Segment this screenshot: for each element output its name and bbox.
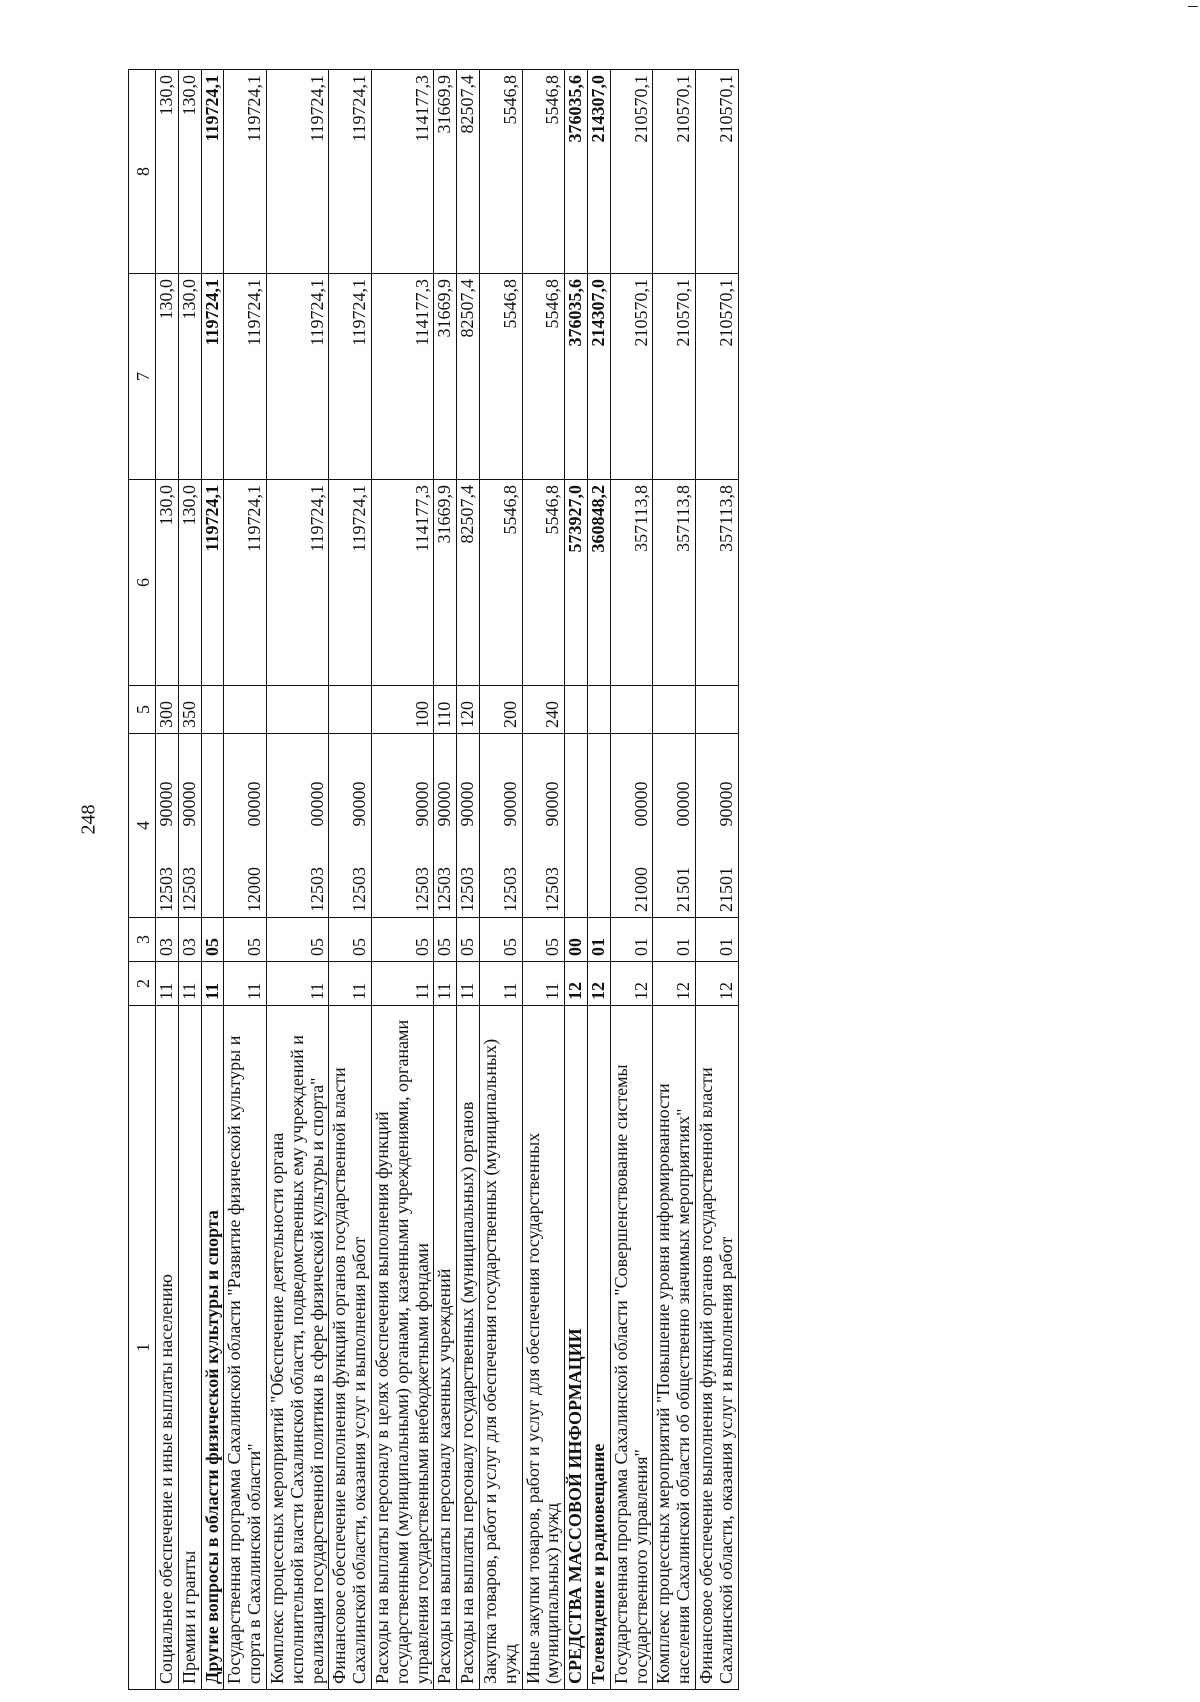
row-section-code: 11	[156, 962, 179, 1006]
row-name-cell: Телевидение и радиовещание	[587, 1006, 610, 1690]
row-expense-type-code	[201, 686, 224, 734]
row-subsection-code: 05	[371, 918, 433, 962]
row-expense-type-code	[653, 686, 696, 734]
table-body	[156, 70, 739, 1690]
row-program-code-part2: 90000	[522, 734, 565, 832]
row-amount-col7: 210570,1	[653, 274, 696, 480]
row-amount-col8: 210570,1	[653, 70, 696, 274]
scan-mark	[1188, 6, 1198, 7]
row-amount-col7: 31669,9	[434, 274, 457, 480]
row-name-cell: Расходы на выплаты персоналу в целях обеспечения выполнения функций государственными (муниципальными) органами, казенными учреждениями, органами управления государственными внебюджетными фондами	[371, 1006, 433, 1690]
row-program-code-part1: 21000	[610, 832, 653, 918]
row-subsection-code: 03	[156, 918, 179, 962]
row-section-code: 11	[457, 962, 480, 1006]
row-program-code-part1: 12503	[371, 832, 433, 918]
row-name-cell: Финансовое обеспечение выполнения функций органов государственной власти Сахалинской области, оказания услуг и выполнения работ	[329, 1006, 372, 1690]
row-program-code-part2: 90000	[156, 734, 179, 832]
table-row	[329, 70, 372, 1690]
row-section-code: 11	[371, 962, 433, 1006]
row-amount-col7: 119724,1	[201, 274, 224, 480]
row-section-code: 11	[522, 962, 565, 1006]
table-row	[224, 70, 267, 1690]
header-col-1: 1	[129, 1006, 156, 1690]
row-amount-col6: 357113,8	[610, 480, 653, 686]
row-section-code: 11	[479, 962, 522, 1006]
row-subsection-code: 05	[457, 918, 480, 962]
row-amount-col6: 119724,1	[329, 480, 372, 686]
row-name-cell: Государственная программа Сахалинской области "Совершенствование системы государственного управления"	[610, 1006, 653, 1690]
row-subsection-code: 03	[178, 918, 201, 962]
row-name-cell: Иные закупки товаров, работ и услуг для обеспечения государственных (муниципальных) нужд	[522, 1006, 565, 1690]
header-row	[129, 70, 156, 1690]
row-amount-col7: 210570,1	[610, 274, 653, 480]
row-amount-col7: 82507,4	[457, 274, 480, 480]
row-expense-type-code: 120	[457, 686, 480, 734]
row-section-code: 12	[695, 962, 738, 1006]
row-program-code-part1: 12503	[479, 832, 522, 918]
row-amount-col8: 214307,0	[587, 70, 610, 274]
table-row	[587, 70, 610, 1690]
row-subsection-code: 05	[434, 918, 457, 962]
row-program-code-part1: 12503	[266, 832, 328, 918]
header-col-4: 4	[129, 734, 156, 918]
row-amount-col8: 119724,1	[201, 70, 224, 274]
row-section-code: 11	[201, 962, 224, 1006]
row-program-code-part2	[201, 734, 224, 832]
row-subsection-code: 01	[695, 918, 738, 962]
row-program-code-part1: 12000	[224, 832, 267, 918]
row-name-cell: Другие вопросы в области физической культуры и спорта	[201, 1006, 224, 1690]
row-program-code-part2: 90000	[434, 734, 457, 832]
header-col-8: 8	[129, 70, 156, 274]
row-amount-col6: 31669,9	[434, 480, 457, 686]
page-number: 248	[77, 804, 100, 835]
row-amount-col7: 119724,1	[329, 274, 372, 480]
row-program-code-part2: 00000	[653, 734, 696, 832]
row-section-code: 11	[266, 962, 328, 1006]
row-program-code-part1: 12503	[457, 832, 480, 918]
row-expense-type-code	[610, 686, 653, 734]
row-expense-type-code: 350	[178, 686, 201, 734]
row-amount-col6: 360848,2	[587, 480, 610, 686]
row-expense-type-code	[224, 686, 267, 734]
table-row	[371, 70, 433, 1690]
row-program-code-part1: 21501	[695, 832, 738, 918]
row-amount-col8: 119724,1	[266, 70, 328, 274]
row-subsection-code: 00	[565, 918, 588, 962]
row-expense-type-code: 100	[371, 686, 433, 734]
table-row	[695, 70, 738, 1690]
budget-table	[128, 69, 739, 1690]
row-program-code-part2: 00000	[610, 734, 653, 832]
row-expense-type-code	[565, 686, 588, 734]
row-amount-col8: 31669,9	[434, 70, 457, 274]
row-amount-col7: 114177,3	[371, 274, 433, 480]
row-section-code: 11	[224, 962, 267, 1006]
row-amount-col8: 5546,8	[522, 70, 565, 274]
table-row	[653, 70, 696, 1690]
row-subsection-code: 05	[266, 918, 328, 962]
row-amount-col7: 210570,1	[695, 274, 738, 480]
row-program-code-part1: 12503	[522, 832, 565, 918]
row-program-code-part2: 90000	[695, 734, 738, 832]
row-amount-col7: 214307,0	[587, 274, 610, 480]
row-amount-col6: 119724,1	[201, 480, 224, 686]
row-subsection-code: 01	[610, 918, 653, 962]
row-section-code: 12	[587, 962, 610, 1006]
row-subsection-code: 05	[479, 918, 522, 962]
row-program-code-part1: 12503	[156, 832, 179, 918]
row-amount-col6: 5546,8	[522, 480, 565, 686]
row-expense-type-code	[587, 686, 610, 734]
table-row	[434, 70, 457, 1690]
row-program-code-part1: 12503	[434, 832, 457, 918]
row-subsection-code: 05	[329, 918, 372, 962]
row-amount-col7: 5546,8	[522, 274, 565, 480]
row-program-code-part1	[201, 832, 224, 918]
table-row	[178, 70, 201, 1690]
row-section-code: 12	[610, 962, 653, 1006]
row-program-code-part1: 21501	[653, 832, 696, 918]
row-name-cell: Комплекс процессных мероприятий "Обеспечение деятельности органа исполнительной власти Сахалинской области, подведомственных ему учреждений и реализация государственной политики в сфере физической культуры и спорта"	[266, 1006, 328, 1690]
row-amount-col8: 210570,1	[695, 70, 738, 274]
row-amount-col8: 119724,1	[224, 70, 267, 274]
row-amount-col8: 210570,1	[610, 70, 653, 274]
row-expense-type-code: 200	[479, 686, 522, 734]
row-section-code: 12	[653, 962, 696, 1006]
header-col-6: 6	[129, 480, 156, 686]
row-amount-col6: 119724,1	[266, 480, 328, 686]
table-row	[565, 70, 588, 1690]
row-name-cell: Комплекс процессных мероприятий "Повышение уровня информированности населения Сахалинской области об общественно значимых мероприятиях"	[653, 1006, 696, 1690]
row-amount-col6: 130,0	[156, 480, 179, 686]
row-subsection-code: 05	[201, 918, 224, 962]
rotated-table-wrapper	[128, 70, 1128, 1690]
row-amount-col8: 82507,4	[457, 70, 480, 274]
row-name-cell: Государственная программа Сахалинской области "Развитие физической культуры и спорта в Сахалинской области"	[224, 1006, 267, 1690]
row-name-cell: Расходы на выплаты персоналу казенных учреждений	[434, 1006, 457, 1690]
row-amount-col6: 5546,8	[479, 480, 522, 686]
row-amount-col7: 376035,6	[565, 274, 588, 480]
row-program-code-part1: 12503	[329, 832, 372, 918]
row-amount-col6: 130,0	[178, 480, 201, 686]
row-amount-col8: 130,0	[156, 70, 179, 274]
row-name-cell: СРЕДСТВА МАССОВОЙ ИНФОРМАЦИИ	[565, 1006, 588, 1690]
row-amount-col8: 114177,3	[371, 70, 433, 274]
row-program-code-part2: 90000	[371, 734, 433, 832]
row-name-cell: Финансовое обеспечение выполнения функций органов государственной власти Сахалинской области, оказания услуг и выполнения работ	[695, 1006, 738, 1690]
row-amount-col8: 130,0	[178, 70, 201, 274]
row-program-code-part2: 00000	[266, 734, 328, 832]
row-subsection-code: 05	[224, 918, 267, 962]
row-amount-col6: 119724,1	[224, 480, 267, 686]
row-amount-col8: 119724,1	[329, 70, 372, 274]
row-section-code: 11	[329, 962, 372, 1006]
row-program-code-part2	[565, 734, 588, 832]
table-row	[610, 70, 653, 1690]
table-row	[479, 70, 522, 1690]
row-program-code-part2	[587, 734, 610, 832]
row-expense-type-code: 240	[522, 686, 565, 734]
row-program-code-part1	[565, 832, 588, 918]
row-program-code-part2: 90000	[457, 734, 480, 832]
row-amount-col6: 573927,0	[565, 480, 588, 686]
row-amount-col8: 5546,8	[479, 70, 522, 274]
row-expense-type-code	[266, 686, 328, 734]
row-expense-type-code: 300	[156, 686, 179, 734]
row-amount-col7: 119724,1	[266, 274, 328, 480]
row-subsection-code: 01	[653, 918, 696, 962]
row-name-cell: Социальное обеспечение и иные выплаты населению	[156, 1006, 179, 1690]
row-section-code: 11	[434, 962, 457, 1006]
row-expense-type-code: 110	[434, 686, 457, 734]
row-amount-col7: 130,0	[178, 274, 201, 480]
row-program-code-part2: 90000	[329, 734, 372, 832]
table-row	[522, 70, 565, 1690]
row-program-code-part2: 90000	[479, 734, 522, 832]
row-expense-type-code	[695, 686, 738, 734]
row-program-code-part1: 12503	[178, 832, 201, 918]
row-amount-col7: 5546,8	[479, 274, 522, 480]
row-amount-col7: 130,0	[156, 274, 179, 480]
header-col-2: 2	[129, 962, 156, 1006]
header-col-5: 5	[129, 686, 156, 734]
table-row	[266, 70, 328, 1690]
row-amount-col6: 357113,8	[695, 480, 738, 686]
row-name-cell: Расходы на выплаты персоналу государственных (муниципальных) органов	[457, 1006, 480, 1690]
header-col-7: 7	[129, 274, 156, 480]
table-row	[201, 70, 224, 1690]
row-amount-col6: 357113,8	[653, 480, 696, 686]
row-subsection-code: 01	[587, 918, 610, 962]
row-program-code-part2: 00000	[224, 734, 267, 832]
row-amount-col8: 376035,6	[565, 70, 588, 274]
row-expense-type-code	[329, 686, 372, 734]
table-row	[457, 70, 480, 1690]
row-section-code: 12	[565, 962, 588, 1006]
row-name-cell: Премии и гранты	[178, 1006, 201, 1690]
row-program-code-part2: 90000	[178, 734, 201, 832]
table-row	[156, 70, 179, 1690]
row-program-code-part1	[587, 832, 610, 918]
row-section-code: 11	[178, 962, 201, 1006]
row-amount-col6: 114177,3	[371, 480, 433, 686]
row-name-cell: Закупка товаров, работ и услуг для обеспечения государственных (муниципальных) нужд	[479, 1006, 522, 1690]
row-amount-col6: 82507,4	[457, 480, 480, 686]
header-col-3: 3	[129, 918, 156, 962]
row-amount-col7: 119724,1	[224, 274, 267, 480]
row-subsection-code: 05	[522, 918, 565, 962]
